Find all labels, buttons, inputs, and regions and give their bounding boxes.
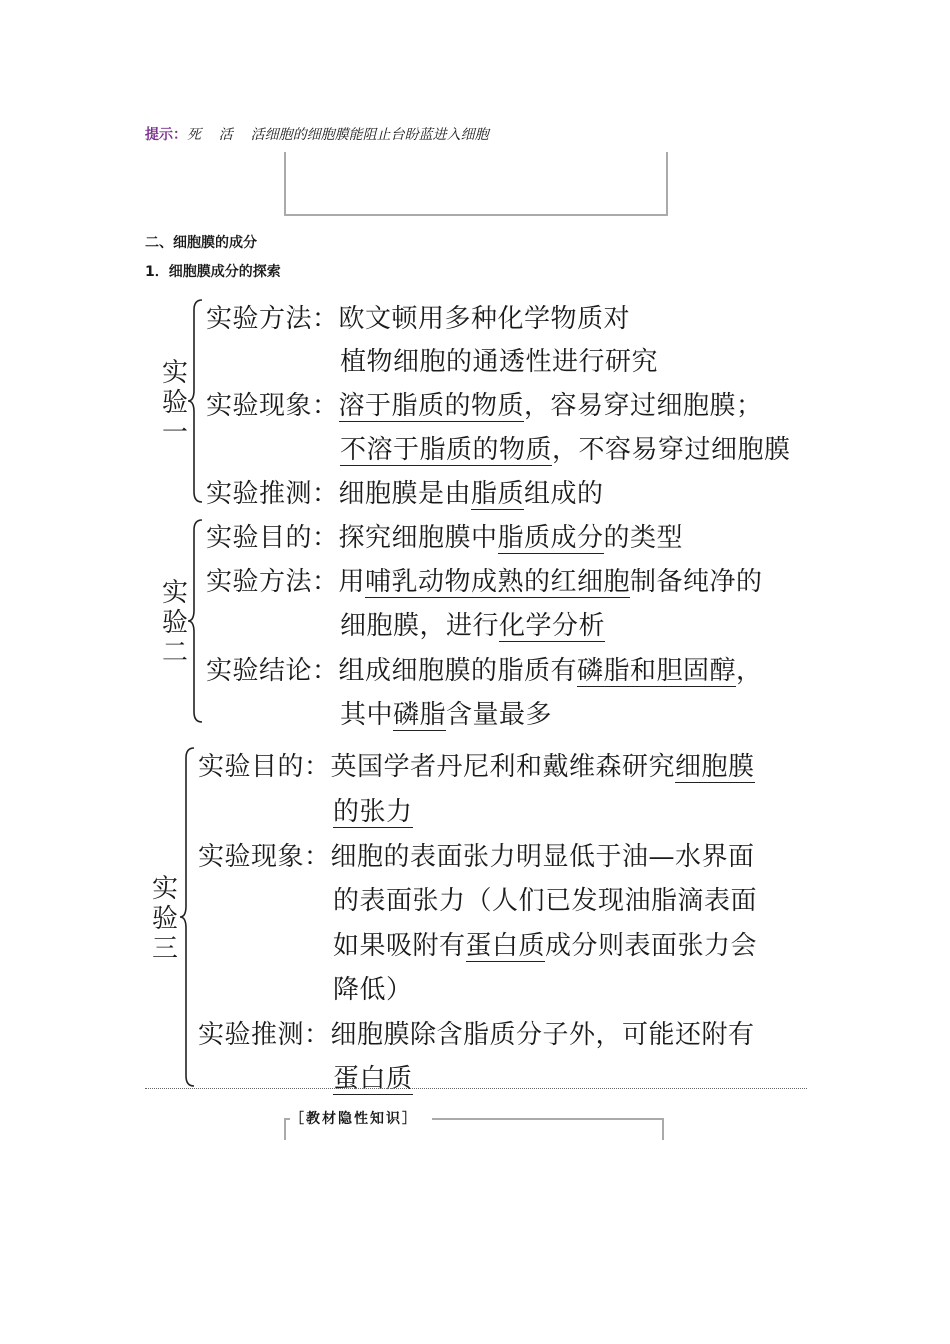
- exp2-method-line2: 细胞膜，进行化学分析: [340, 611, 606, 641]
- exp1-method: 实验方法：欧文顿用多种化学物质对: [206, 304, 631, 334]
- dotted-divider: [145, 1088, 807, 1089]
- hidden-knowledge-tag: ［教材隐性知识］: [290, 1111, 418, 1127]
- bottom-box-left: [284, 1118, 286, 1140]
- exp2-brace-icon: [188, 518, 208, 724]
- exp3-phenomenon-line4: 降低）: [333, 975, 413, 1005]
- hint-label: 提示：: [145, 127, 187, 143]
- section-subheading: 1．细胞膜成分的探索: [145, 264, 281, 280]
- exp3-inference: 实验推测：细胞膜除含脂质分子外，可能还附有: [198, 1020, 755, 1050]
- exp3-phenomenon: 实验现象：细胞的表面张力明显低于油—水界面: [198, 842, 755, 872]
- exp3-phenomenon-line3: 如果吸附有蛋白质成分则表面张力会: [333, 931, 758, 961]
- exp2-goal: 实验目的：探究细胞膜中脂质成分的类型: [206, 523, 684, 553]
- exp3-label: 实 验 三: [151, 874, 178, 964]
- exp2-method: 实验方法：用哺乳动物成熟的红细胞制备纯净的: [206, 567, 763, 597]
- exp1-brace-icon: [188, 298, 208, 504]
- exp3-inference-line2: 蛋白质: [333, 1064, 413, 1094]
- exp2-label: 实 验 二: [161, 578, 188, 668]
- exp2-conclusion-line2: 其中磷脂含量最多: [340, 700, 553, 730]
- exp3-goal: 实验目的：英国学者丹尼利和戴维森研究细胞膜: [198, 752, 755, 782]
- top-box-frame: [284, 152, 668, 216]
- section-heading: 二、细胞膜的成分: [145, 235, 257, 251]
- hint-answer: 死 活 活细胞的细胞膜能阻止台盼蓝进入细胞: [187, 127, 489, 143]
- exp1-phenomenon-line2: 不溶于脂质的物质，不容易穿过细胞膜: [340, 435, 791, 465]
- exp1-inference: 实验推测：细胞膜是由脂质组成的: [206, 479, 604, 509]
- exp1-method-line2: 植物细胞的通透性进行研究: [340, 347, 659, 377]
- exp3-phenomenon-line2: 的表面张力（人们已发现油脂滴表面: [333, 886, 758, 916]
- hint-line: [145, 124, 489, 144]
- exp1-phenomenon: 实验现象：溶于脂质的物质，容易穿过细胞膜；: [206, 391, 763, 421]
- bottom-box-top-right: [432, 1118, 664, 1120]
- exp3-goal-line2: 的张力: [333, 797, 413, 827]
- bottom-box-right: [662, 1118, 664, 1140]
- exp1-label: 实 验 一: [161, 358, 188, 448]
- exp3-brace-icon: [180, 746, 200, 1088]
- exp2-conclusion: 实验结论：组成细胞膜的脂质有磷脂和胆固醇，: [206, 656, 763, 686]
